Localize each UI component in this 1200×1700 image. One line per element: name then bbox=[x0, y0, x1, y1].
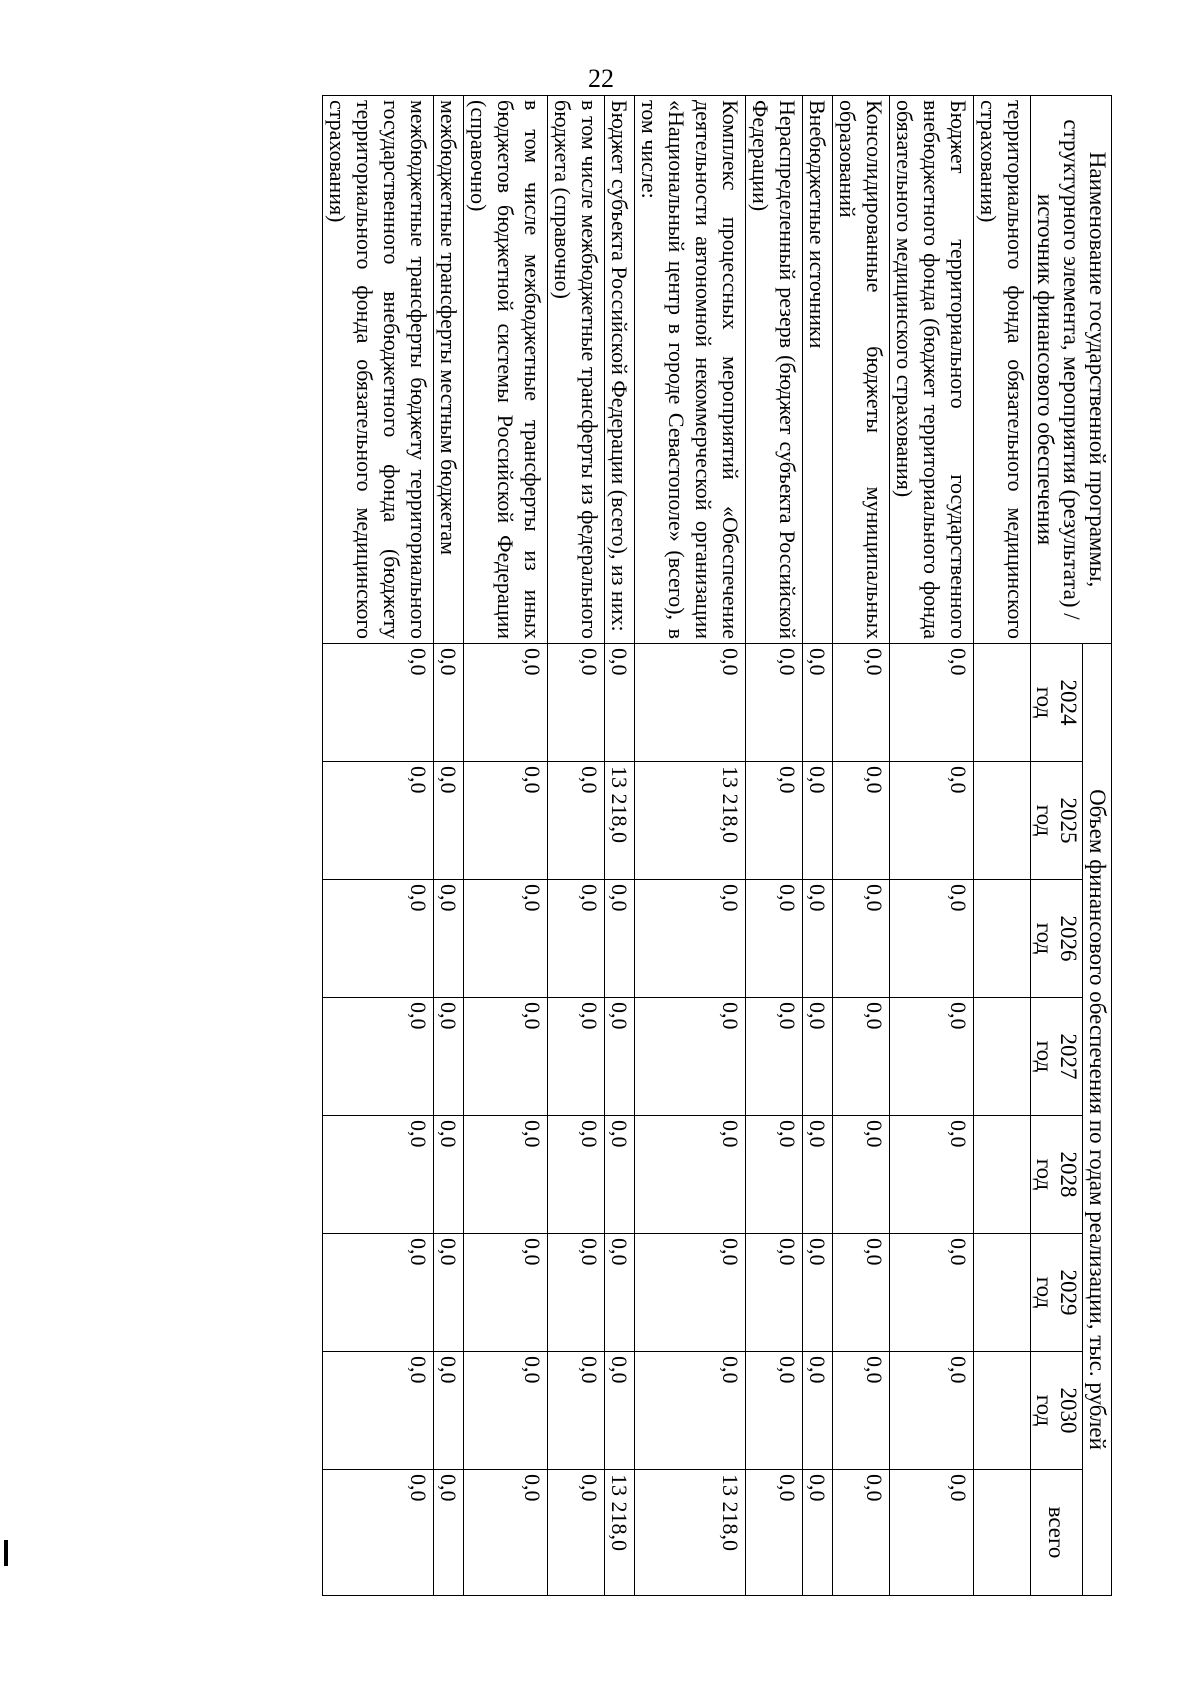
table-body bbox=[323, 96, 1031, 1596]
row-year-value: 0,0 bbox=[434, 644, 464, 762]
header-year-number: 2025 bbox=[1056, 797, 1082, 844]
row-year-value: 0,0 bbox=[635, 880, 746, 998]
table-row bbox=[974, 96, 1031, 1596]
row-year-value: 0,0 bbox=[323, 998, 434, 1116]
row-year-value bbox=[974, 1352, 1031, 1470]
row-year-value: 0,0 bbox=[464, 998, 548, 1116]
row-year-value: 0,0 bbox=[635, 998, 746, 1116]
row-total-value: 13 218,0 bbox=[605, 1470, 635, 1596]
table-row bbox=[323, 96, 434, 1596]
header-year-unit: год bbox=[1032, 804, 1058, 837]
header-year-unit: год bbox=[1032, 1040, 1058, 1073]
row-source-name: в том числе межбюджетные трансферты из иных бюджетов бюджетной системы Российской Федерации (справочно) bbox=[464, 96, 548, 644]
row-year-value: 0,0 bbox=[464, 1234, 548, 1352]
header-total: всего bbox=[1031, 1470, 1083, 1596]
row-year-value: 0,0 bbox=[605, 998, 635, 1116]
row-year-value: 0,0 bbox=[635, 1352, 746, 1470]
row-total-value: 0,0 bbox=[803, 1470, 833, 1596]
row-year-value: 0,0 bbox=[548, 1116, 605, 1234]
header-year-2030 bbox=[1031, 1352, 1083, 1470]
header-year-unit: год bbox=[1032, 1394, 1058, 1427]
page-number: 22 bbox=[588, 64, 614, 93]
row-year-value: 0,0 bbox=[605, 644, 635, 762]
row-year-value: 0,0 bbox=[890, 762, 974, 880]
header-year-unit: год bbox=[1032, 1276, 1058, 1309]
row-year-value: 0,0 bbox=[833, 1116, 890, 1234]
header-year-number: 2027 bbox=[1056, 1033, 1082, 1080]
row-total-value bbox=[974, 1470, 1031, 1596]
row-year-value: 0,0 bbox=[323, 880, 434, 998]
row-source-name: Нераспределенный резерв (бюджет субъекта Российской Федерации) bbox=[746, 96, 803, 644]
row-year-value: 0,0 bbox=[464, 644, 548, 762]
row-year-value: 0,0 bbox=[323, 1352, 434, 1470]
row-source-name: Бюджет территориального государственного внебюджетного фонда (бюджет территориального фонда обязательного медицинского страхования) bbox=[890, 96, 974, 644]
header-year-2029 bbox=[1031, 1234, 1083, 1352]
table-row bbox=[464, 96, 548, 1596]
row-year-value: 0,0 bbox=[464, 1352, 548, 1470]
row-year-value: 0,0 bbox=[803, 1116, 833, 1234]
row-total-value: 0,0 bbox=[833, 1470, 890, 1596]
row-year-value: 0,0 bbox=[803, 998, 833, 1116]
header-financing-group: Объем финансового обеспечения по годам реализации, тыс. рублей bbox=[1082, 644, 1111, 1596]
header-year-2028 bbox=[1031, 1116, 1083, 1234]
table-row bbox=[605, 96, 635, 1596]
header-year-number: 2028 bbox=[1056, 1151, 1082, 1198]
row-year-value bbox=[974, 762, 1031, 880]
row-year-value: 0,0 bbox=[548, 998, 605, 1116]
row-year-value: 0,0 bbox=[803, 880, 833, 998]
row-year-value: 0,0 bbox=[323, 1116, 434, 1234]
header-name-column: Наименование государственной программы, структурного элемента, мероприятия (результата) / источник финансового обеспечения bbox=[1031, 96, 1112, 644]
table-row bbox=[434, 96, 464, 1596]
table-row bbox=[548, 96, 605, 1596]
row-year-value bbox=[974, 1234, 1031, 1352]
row-total-value: 13 218,0 bbox=[635, 1470, 746, 1596]
row-year-value: 0,0 bbox=[833, 998, 890, 1116]
header-year-unit: год bbox=[1032, 922, 1058, 955]
row-year-value: 0,0 bbox=[548, 762, 605, 880]
row-year-value: 0,0 bbox=[635, 644, 746, 762]
row-source-name: Внебюджетные источники bbox=[803, 96, 833, 644]
row-year-value: 0,0 bbox=[890, 1116, 974, 1234]
row-source-name: межбюджетные трансферты местным бюджетам bbox=[434, 96, 464, 644]
row-year-value: 0,0 bbox=[746, 998, 803, 1116]
row-year-value: 0,0 bbox=[548, 880, 605, 998]
row-year-value: 0,0 bbox=[746, 762, 803, 880]
row-year-value: 0,0 bbox=[434, 1234, 464, 1352]
row-year-value: 0,0 bbox=[548, 1352, 605, 1470]
row-year-value: 0,0 bbox=[464, 880, 548, 998]
header-year-number: 2029 bbox=[1056, 1269, 1082, 1316]
row-source-name: Бюджет субъекта Российской Федерации (всего), из них: bbox=[605, 96, 635, 644]
table-row bbox=[833, 96, 890, 1596]
row-year-value: 0,0 bbox=[434, 1352, 464, 1470]
margin-mark bbox=[4, 1540, 8, 1566]
header-year-unit: год bbox=[1032, 686, 1058, 719]
table-header bbox=[1031, 96, 1112, 1596]
financing-table bbox=[322, 95, 1112, 1596]
row-total-value: 0,0 bbox=[323, 1470, 434, 1596]
row-year-value: 0,0 bbox=[890, 998, 974, 1116]
table-row bbox=[890, 96, 974, 1596]
row-source-name: территориального фонда обязательного медицинского страхования) bbox=[974, 96, 1031, 644]
row-year-value: 0,0 bbox=[605, 1352, 635, 1470]
row-year-value: 0,0 bbox=[746, 880, 803, 998]
row-year-value: 0,0 bbox=[434, 1116, 464, 1234]
table-row bbox=[746, 96, 803, 1596]
row-year-value: 0,0 bbox=[548, 644, 605, 762]
row-year-value: 0,0 bbox=[464, 1116, 548, 1234]
row-year-value bbox=[974, 1116, 1031, 1234]
row-year-value: 0,0 bbox=[833, 762, 890, 880]
header-year-unit: год bbox=[1032, 1158, 1058, 1191]
row-year-value bbox=[974, 644, 1031, 762]
row-year-value: 0,0 bbox=[746, 1116, 803, 1234]
row-year-value: 0,0 bbox=[746, 644, 803, 762]
row-total-value: 0,0 bbox=[746, 1470, 803, 1596]
header-year-number: 2024 bbox=[1056, 679, 1082, 726]
row-total-value: 0,0 bbox=[434, 1470, 464, 1596]
table-row bbox=[803, 96, 833, 1596]
row-year-value: 0,0 bbox=[890, 644, 974, 762]
row-year-value: 0,0 bbox=[833, 1234, 890, 1352]
rotated-page-content bbox=[192, 95, 1112, 1595]
row-year-value: 0,0 bbox=[434, 762, 464, 880]
row-year-value: 0,0 bbox=[803, 1234, 833, 1352]
row-year-value: 13 218,0 bbox=[635, 762, 746, 880]
row-year-value: 0,0 bbox=[635, 1116, 746, 1234]
row-year-value bbox=[974, 880, 1031, 998]
row-year-value: 0,0 bbox=[833, 1352, 890, 1470]
row-year-value: 0,0 bbox=[605, 1234, 635, 1352]
row-year-value: 0,0 bbox=[890, 880, 974, 998]
row-year-value: 0,0 bbox=[890, 1352, 974, 1470]
row-total-value: 0,0 bbox=[548, 1470, 605, 1596]
header-year-number: 2026 bbox=[1056, 915, 1082, 962]
row-year-value: 0,0 bbox=[605, 880, 635, 998]
row-year-value: 0,0 bbox=[323, 644, 434, 762]
row-total-value: 0,0 bbox=[464, 1470, 548, 1596]
row-year-value: 0,0 bbox=[890, 1234, 974, 1352]
row-source-name: в том числе межбюджетные трансферты из федерального бюджета (справочно) bbox=[548, 96, 605, 644]
row-year-value: 0,0 bbox=[746, 1352, 803, 1470]
header-year-2026 bbox=[1031, 880, 1083, 998]
row-year-value: 0,0 bbox=[746, 1234, 803, 1352]
row-year-value: 0,0 bbox=[434, 880, 464, 998]
header-year-2027 bbox=[1031, 998, 1083, 1116]
header-year-2025 bbox=[1031, 762, 1083, 880]
row-year-value: 0,0 bbox=[635, 1234, 746, 1352]
row-year-value: 0,0 bbox=[803, 644, 833, 762]
row-year-value: 0,0 bbox=[803, 1352, 833, 1470]
row-year-value: 0,0 bbox=[803, 762, 833, 880]
table-row bbox=[635, 96, 746, 1596]
row-year-value: 0,0 bbox=[464, 762, 548, 880]
row-year-value: 0,0 bbox=[434, 998, 464, 1116]
row-source-name: Комплекс процессных мероприятий «Обеспечение деятельности автономной некоммерческой организации «Национальный центр в городе Севастополе» (всего), в том числе: bbox=[635, 96, 746, 644]
row-year-value: 0,0 bbox=[323, 762, 434, 880]
row-year-value: 13 218,0 bbox=[605, 762, 635, 880]
row-year-value: 0,0 bbox=[548, 1234, 605, 1352]
row-source-name: межбюджетные трансферты бюджету территориального государственного внебюджетного фонда (бюджету территориального фонда обязательного медицинского страхования) bbox=[323, 96, 434, 644]
row-year-value: 0,0 bbox=[833, 644, 890, 762]
header-year-number: 2030 bbox=[1056, 1387, 1082, 1434]
row-year-value: 0,0 bbox=[323, 1234, 434, 1352]
row-source-name: Консолидированные бюджеты муниципальных образований bbox=[833, 96, 890, 644]
row-year-value: 0,0 bbox=[833, 880, 890, 998]
row-year-value: 0,0 bbox=[605, 1116, 635, 1234]
header-year-2024 bbox=[1031, 644, 1083, 762]
row-year-value bbox=[974, 998, 1031, 1116]
row-total-value: 0,0 bbox=[890, 1470, 974, 1596]
